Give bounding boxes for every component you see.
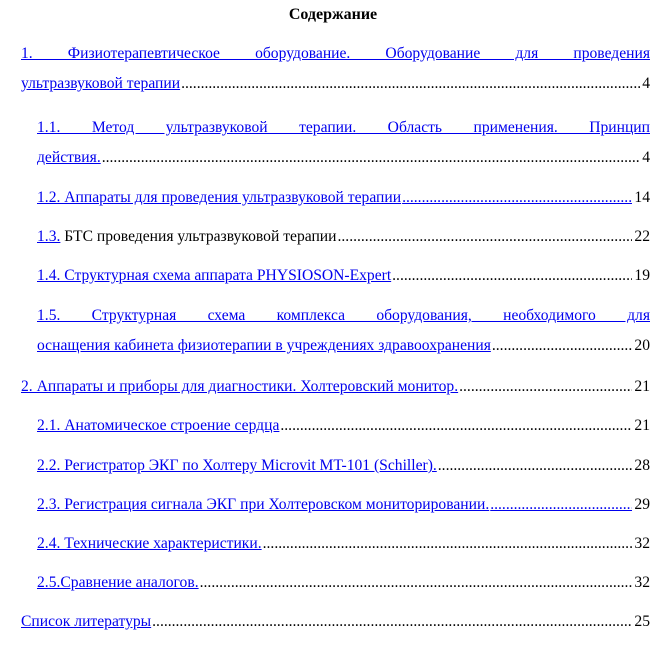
toc-page-number: 28 [634, 457, 650, 474]
toc-leader-dots [490, 490, 632, 520]
toc-page-number: 14 [634, 189, 650, 206]
toc-link-1-2[interactable]: 1.2. Аппараты для проведения ультразвуковой терапии [37, 189, 402, 206]
toc-leader-dots [338, 222, 633, 252]
toc-link-2-2[interactable]: 2.2. Регистратор ЭКГ по Холтеру Microvit MT-101 (Schiller). [37, 457, 437, 474]
toc-page-number: 4 [642, 75, 650, 92]
toc-page-number: 25 [634, 613, 650, 630]
toc-page-number: 4 [642, 149, 650, 166]
toc-link-2-4[interactable]: 2.4. Технические характеристики. [37, 535, 262, 552]
toc-page-number: 21 [634, 378, 650, 395]
toc-entry-2 [21, 372, 650, 402]
toc-leader-dots [152, 607, 632, 637]
toc-page-number: 32 [634, 535, 650, 552]
toc-link-1-1[interactable]: действия. [37, 149, 101, 166]
toc-link-1-5[interactable]: оснащения кабинета физиотерапии в учреждениях здравоохранения [37, 337, 491, 354]
toc-link-1[interactable]: ультразвуковой терапии [21, 75, 181, 92]
toc-leader-dots [263, 529, 633, 559]
toc-entry-1 [21, 39, 650, 99]
toc-entry-2-2 [37, 451, 650, 481]
toc-entry-1-3 [37, 222, 650, 252]
toc-link-1-line1[interactable]: 1. Физиотерапевтическое оборудование. Оборудование для проведения [21, 45, 650, 62]
toc-link-2-5[interactable]: 2.5.Сравнение аналогов. [37, 574, 199, 591]
toc-entry-references [21, 607, 650, 637]
toc-link-references[interactable]: Список литературы [21, 613, 152, 630]
toc-leader-dots [181, 69, 640, 99]
toc-entry-1-4 [37, 261, 650, 291]
toc-page-number: 19 [634, 267, 650, 284]
toc-link-1-5-line1[interactable]: 1.5. Структурная схема комплекса оборудования, необходимого для [37, 307, 650, 324]
toc-page-number: 32 [634, 574, 650, 591]
toc-entry-2-5 [37, 568, 650, 598]
toc-page-number: 22 [634, 228, 650, 245]
toc-link-2-1[interactable]: 2.1. Анатомическое строение сердца [37, 417, 280, 434]
toc-entry-1-5 [37, 301, 650, 361]
toc-link-1-4[interactable]: 1.4. Структурная схема аппарата PHYSIOSON-Expert [37, 267, 392, 284]
toc-leader-dots [280, 411, 632, 441]
toc-entry-2-4 [37, 529, 650, 559]
toc-link-1-3[interactable]: 1.3. [37, 228, 61, 245]
toc-link-1-1-line1[interactable]: 1.1. Метод ультразвуковой терапии. Область применения. Принцип [37, 119, 650, 136]
toc-entry-2-1 [37, 411, 650, 441]
toc-page-number: 20 [634, 337, 650, 354]
toc-leader-dots [392, 261, 632, 291]
toc-leader-dots [200, 568, 633, 598]
toc-entry-1-1 [37, 113, 650, 173]
toc-entry-2-3 [37, 490, 650, 520]
toc-page-number: 21 [634, 417, 650, 434]
toc-link-2-3[interactable]: 2.3. Регистрация сигнала ЭКГ при Холтеровском мониторировании. [37, 496, 490, 513]
toc-page-number: 29 [634, 496, 650, 513]
toc-leader-dots [438, 451, 633, 481]
toc-entry-1-2 [37, 183, 650, 213]
toc-title: Содержание [288, 6, 378, 23]
toc-entry-1-3-text: БТС проведения ультразвуковой терапии [60, 228, 337, 245]
toc-leader-dots [459, 372, 632, 402]
toc-leader-dots [492, 331, 633, 361]
toc-leader-dots [402, 183, 632, 213]
toc-link-2[interactable]: 2. Аппараты и приборы для диагностики. Холтеровский монитор. [21, 378, 459, 395]
toc-leader-dots [102, 143, 640, 173]
